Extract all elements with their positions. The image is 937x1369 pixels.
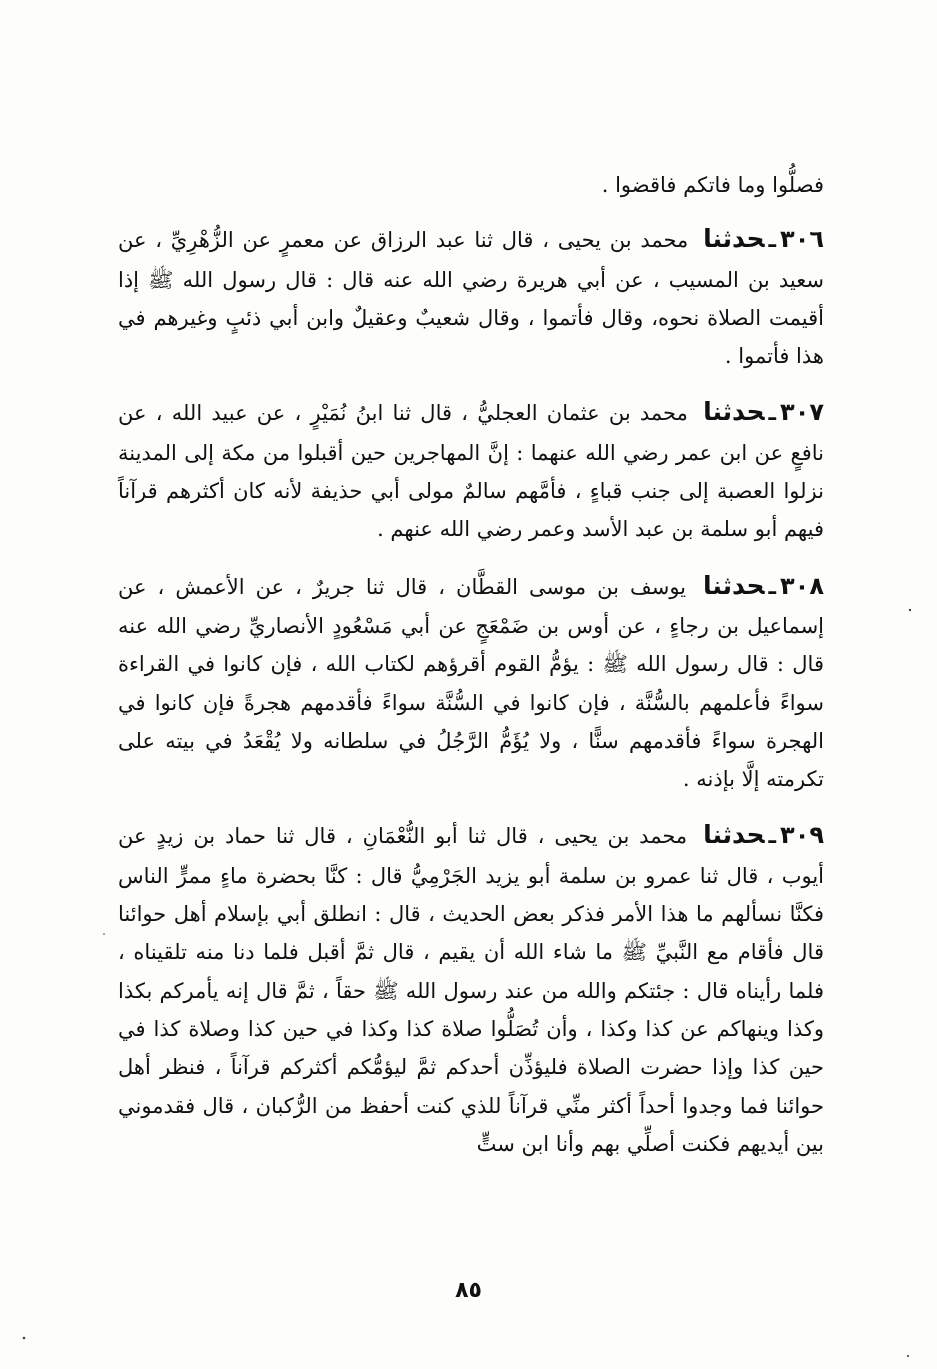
scan-speck [23,1337,26,1340]
hadith-keyword: حدثنا [703,224,765,254]
hadith-308 [118,567,824,799]
hadith-text: يوسف بن موسى القطَّان ، قال ثنا جريرٌ ، عن الأعمش ، عن إسماعيل بن رجاءٍ ، عن أوس بن ضَمْعَجٍ عن أبي مَسْعُودٍ الأنصاريِّ رضي الله عنه قال : قال رسول الله ﷺ : يؤمُّ القوم أقرؤهم لكتاب الله ، فإن كانوا في القراءة سواءً فأعلمهم بالسُّنَّة ، فإن كانوا في السُّنَّة سواءً فأقدمهم هجرةً فإن كانوا في الهجرة سواءً فأقدمهم سنًّا ، ولا يُؤَمُّ الرَّجُلُ في سلطانه ولا يُقْعَدُ في بيته على تكرمته إلَّا بإذنه . [118,574,824,792]
opening-line: فصلُّوا وما فاتكم فاقضوا . [601,173,824,197]
hadith-number: ٣٠٧ [780,398,824,427]
hadith-306 [118,220,824,375]
body-text [118,166,824,1163]
scan-speck [907,1355,909,1357]
hadith-309 [118,816,824,1163]
hadith-text: محمد بن يحيى ، قال ثنا أبو النُّعْمَانِ ، قال ثنا حماد بن زيدٍ عن أيوب ، قال ثنا عمرو بن سلمة أبو يزيد الجَرْمِيُّ قال : كنَّا بحضرة ماءٍ ممرٍّ الناس فكنَّا نسألهم ما هذا الأمر فذكر بعض الحديث ، قال : انطلق أبي بإسلام أهل حوائنا قال فأقام مع النَّبيِّ ﷺ ما شاء الله أن يقيم ، قال ثمَّ أقبل فلما دنا منه تلقيناه ، فلما رأيناه قال : جئتكم والله من عند رسول الله ﷺ حقاً ، ثمَّ قال إنه يأمركم بكذا وكذا وينهاكم عن كذا وكذا ، وأن تُصَلُّوا صلاة كذا وكذا في حين كذا وصلاة كذا في حين كذا وإذا حضرت الصلاة فليؤذِّن أحدكم ثمَّ ليؤمُّكم أكثركم قرآناً ، فنظر أهل حوائنا فما وجدوا أحداً أكثر منِّي قرآناً للذي كنت أحفظ من الرُّكبان ، قال فقدموني بين أيديهم فكنت أصلِّي بهم وأنا ابن ستٍّ [118,824,824,1156]
hadith-keyword: حدثنا [703,820,765,850]
hadith-number: ٣٠٦ [780,225,824,254]
hadith-separator: ـ [768,824,777,850]
hadith-307 [118,393,824,548]
hadith-number: ٣٠٩ [780,821,824,850]
hadith-keyword: حدثنا [703,397,765,427]
hadith-text: محمد بن يحيى ، قال ثنا عبد الرزاق عن معمرٍ عن الزُّهْرِيِّ ، عن سعيد بن المسيب ، عن أبي هريرة رضي الله عنه قال : قال رسول الله ﷺ إذا أقيمت الصلاة نحوه، وقال فأتموا ، وقال شعيبٌ وعقيلٌ وابن أبي ذئبٍ وغيرهم في هذا فأتموا . [118,228,824,369]
scan-speck [103,933,105,935]
scan-speck [909,609,911,611]
hadith-separator: ـ [768,574,777,600]
hadith-separator: ـ [768,401,777,427]
page-number: ٨٥ [455,1278,482,1303]
hadith-text: محمد بن عثمان العجليُّ ، قال ثنا ابنُ نُمَيْرٍ ، عن عبيد الله ، عن نافعٍ عن ابن عمر رضي الله عنهما : إنَّ المهاجرين حين أقبلوا من مكة إلى المدينة نزلوا العصبة إلى جنب قباءٍ ، فأمَّهم سالمٌ مولى أبي حذيفة لأنه كان أكثرهم قرآناً فيهم أبو سلمة بن عبد الأسد وعمر رضي الله عنهم . [118,401,824,542]
hadith-separator: ـ [768,228,777,254]
hadith-keyword: حدثنا [703,570,765,600]
hadith-number: ٣٠٨ [780,571,824,600]
